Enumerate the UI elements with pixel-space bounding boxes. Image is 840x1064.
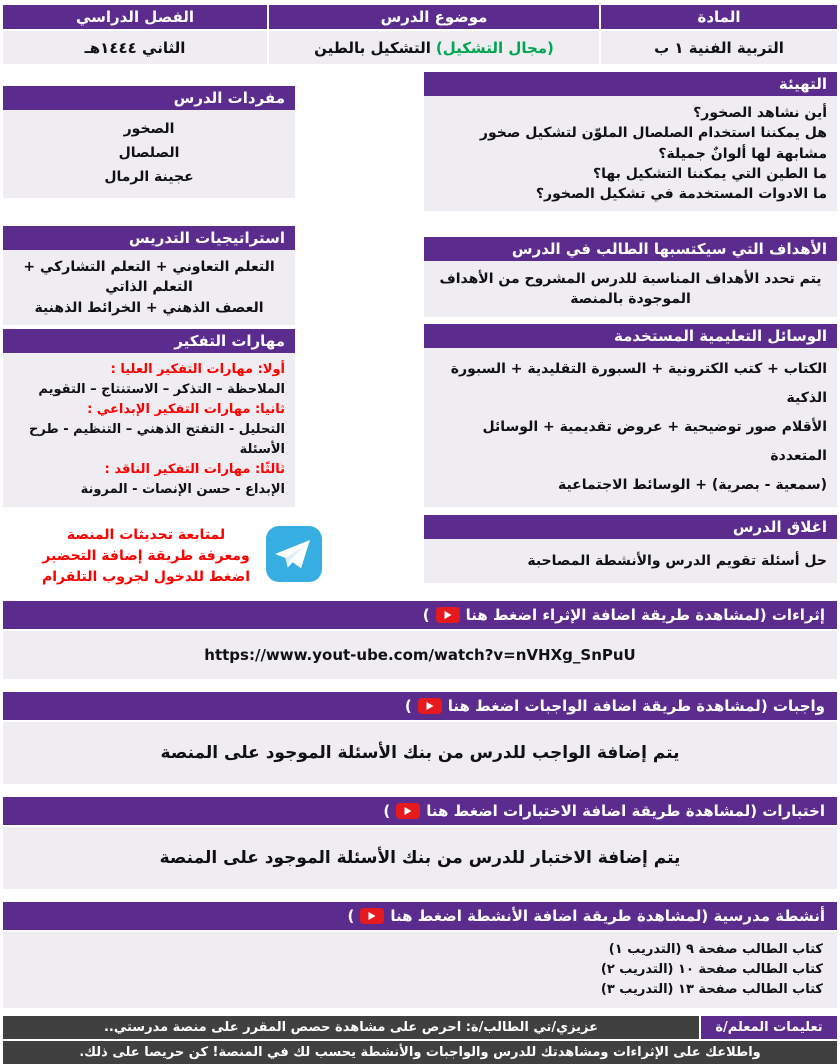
term-value: الثاني ١٤٤٤هـ <box>3 31 267 64</box>
thinking-heading: ثالثًا: مهارات التفكير الناقد : <box>104 461 285 477</box>
strategies-line: التعلم التعاوني + التعلم التشاركي + التعلم الذاتي <box>23 259 275 296</box>
topic-value <box>269 31 599 64</box>
topic-cell <box>269 5 599 64</box>
vocabulary-item: الصلصال <box>118 145 180 161</box>
aids-line: الكتاب + كتب الكترونية + السبورة التقليدية + السبورة الذكية <box>450 361 827 407</box>
teaching-aids-section <box>424 324 837 507</box>
topic-domain: (مجال التشكيل) <box>435 38 554 57</box>
telegram-note[interactable] <box>3 525 361 588</box>
warmup-line: ما الطين التي يمكننا التشكيل بها؟ <box>593 165 827 182</box>
closing-section <box>424 515 837 583</box>
subject-cell <box>601 5 837 64</box>
activity-line: كتاب الطالب صفحة ١٣ (التدريب ٣) <box>600 981 823 997</box>
telegram-line: ومعرفة طريقة إضافة التحضير <box>42 547 250 564</box>
vocabulary-item: الصخور <box>123 121 175 137</box>
term-cell <box>3 5 267 64</box>
objectives-body: يتم تحدد الأهداف المناسبة للدرس المشروح من الأهداف الموجودة بالمنصة <box>424 261 837 317</box>
warmup-line: أين نشاهد الصخور؟ <box>693 105 827 121</box>
objectives-section <box>424 237 837 317</box>
youtube-icon[interactable] <box>396 803 420 819</box>
enrichments-body <box>3 631 837 679</box>
tests-header[interactable] <box>3 797 837 825</box>
main-grid <box>3 72 837 588</box>
topic-name: التشكيل بالطين <box>314 38 431 57</box>
right-column <box>424 72 837 588</box>
strategies-body <box>3 250 295 325</box>
enrichments-header-label: إثراءات (لمشاهدة طريقة اضافة الإثراء اضغط هنا <box>465 605 825 624</box>
activities-body <box>3 932 837 1008</box>
tests-header-close: ) <box>383 801 391 820</box>
activities-header[interactable] <box>3 902 837 930</box>
activities-header-close: ) <box>347 906 355 925</box>
strategies-title: استراتيجيات التدريس <box>3 226 295 250</box>
term-title: الفصل الدراسي <box>3 5 267 29</box>
footer-row-1 <box>3 1016 837 1039</box>
activities-header-label: أنشطة مدرسية (لمشاهدة طريقة اضافة الأنشطة اضغط هنا <box>390 906 825 925</box>
tests-header-label: اختبارات (لمشاهدة طريقة اضافة الاختبارات اضغط هنا <box>426 801 825 820</box>
thinking-detail: الملاحظة – التذكر – الاستنتاج – التقويم <box>38 381 285 397</box>
activities-section <box>3 902 837 1008</box>
youtube-icon[interactable] <box>436 607 460 623</box>
activity-line: كتاب الطالب صفحة ١٠ (التدريب ٢) <box>600 961 823 977</box>
thinking-skills-body <box>3 353 295 507</box>
youtube-icon[interactable] <box>418 698 442 714</box>
strategies-section <box>3 226 295 325</box>
warmup-line: ما الادوات المستخدمة في تشكيل الصخور؟ <box>535 186 827 203</box>
thinking-detail: التحليل - التفتح الذهني – التنظيم - طرح الأسئلة <box>28 421 285 457</box>
teaching-aids-title: الوسائل التعليمية المستخدمة <box>424 324 837 348</box>
youtube-icon[interactable] <box>360 908 384 924</box>
warmup-body <box>424 96 837 211</box>
telegram-line: لمتابعة تحديثات المنصة <box>66 526 226 543</box>
teaching-aids-body <box>424 348 837 507</box>
thinking-skills-section <box>3 329 295 507</box>
tests-body: يتم إضافة الاختبار للدرس من بنك الأسئلة الموجود على المنصة <box>3 827 837 889</box>
warmup-line: هل يمكننا استخدام الصلصال الملوّن لتشكيل صخور مشابهة لها ألوانٌ جميلة؟ <box>479 125 827 162</box>
objectives-title: الأهداف التي سيكتسبها الطالب في الدرس <box>424 237 837 261</box>
left-column <box>3 72 295 588</box>
teacher-instructions-label: تعليمات المعلم/ة <box>701 1016 837 1039</box>
header-table <box>3 5 837 64</box>
aids-line: (سمعية - بصرية) + الوسائط الاجتماعية <box>557 477 827 494</box>
homework-header[interactable] <box>3 692 837 720</box>
subject-title: المادة <box>601 5 837 29</box>
closing-title: اغلاق الدرس <box>424 515 837 539</box>
warmup-section <box>424 72 837 211</box>
thinking-heading: ثانيا: مهارات التفكير الإبداعي : <box>87 401 285 417</box>
enrichments-header-close: ) <box>422 605 430 624</box>
vocabulary-title: مفردات الدرس <box>3 86 295 110</box>
enrichment-link[interactable]: https://www.yout-ube.com/watch?v=nVHXg_SnPuU <box>204 645 636 664</box>
homework-section <box>3 692 837 784</box>
subject-value: التربية الفنية ١ ب <box>601 31 837 64</box>
vocabulary-item: عجينة الرمال <box>104 169 194 185</box>
aids-line: الأقلام صور توضيحية + عروض تقديمية + الوسائل المتعددة <box>482 419 827 465</box>
thinking-skills-title: مهارات التفكير <box>3 329 295 353</box>
activity-line: كتاب الطالب صفحة ٩ (التدريب ١) <box>608 941 823 957</box>
teacher-instructions-footer <box>3 1016 837 1064</box>
thinking-heading: أولا: مهارات التفكير العليا : <box>110 361 285 377</box>
vocabulary-body <box>3 110 295 198</box>
enrichments-header[interactable] <box>3 601 837 629</box>
enrichments-section <box>3 601 837 679</box>
homework-header-label: واجبات (لمشاهدة طريقة اضافة الواجبات اضغط هنا <box>447 696 825 715</box>
warmup-title: التهيئة <box>424 72 837 96</box>
strategies-line: العصف الذهني + الخرائط الذهنية <box>34 299 264 316</box>
topic-title: موضوع الدرس <box>269 5 599 29</box>
telegram-icon[interactable] <box>266 526 322 586</box>
thinking-detail: الإبداع - حسن الإنصات - المرونة <box>80 481 285 497</box>
closing-body: حل أسئلة تقويم الدرس والأنشطة المصاحبة <box>424 539 837 583</box>
telegram-line: اضغط للدخول لجروب التلقرام <box>41 568 251 585</box>
homework-header-close: ) <box>404 696 412 715</box>
tests-section <box>3 797 837 889</box>
homework-body: يتم إضافة الواجب للدرس من بنك الأسئلة الموجود على المنصة <box>3 722 837 784</box>
vocabulary-section <box>3 86 295 198</box>
footer-line-2: واطلاعك على الإثراءات ومشاهدتك للدرس والواجبات والأنشطة يحسب لك في المنصة! كن حريصا على ذلك. <box>3 1041 837 1064</box>
telegram-text[interactable] <box>42 525 250 588</box>
footer-line-1: عزيزي/تي الطالب/ة: احرص على مشاهدة حصص المقرر على منصة مدرستي.. <box>3 1016 699 1039</box>
